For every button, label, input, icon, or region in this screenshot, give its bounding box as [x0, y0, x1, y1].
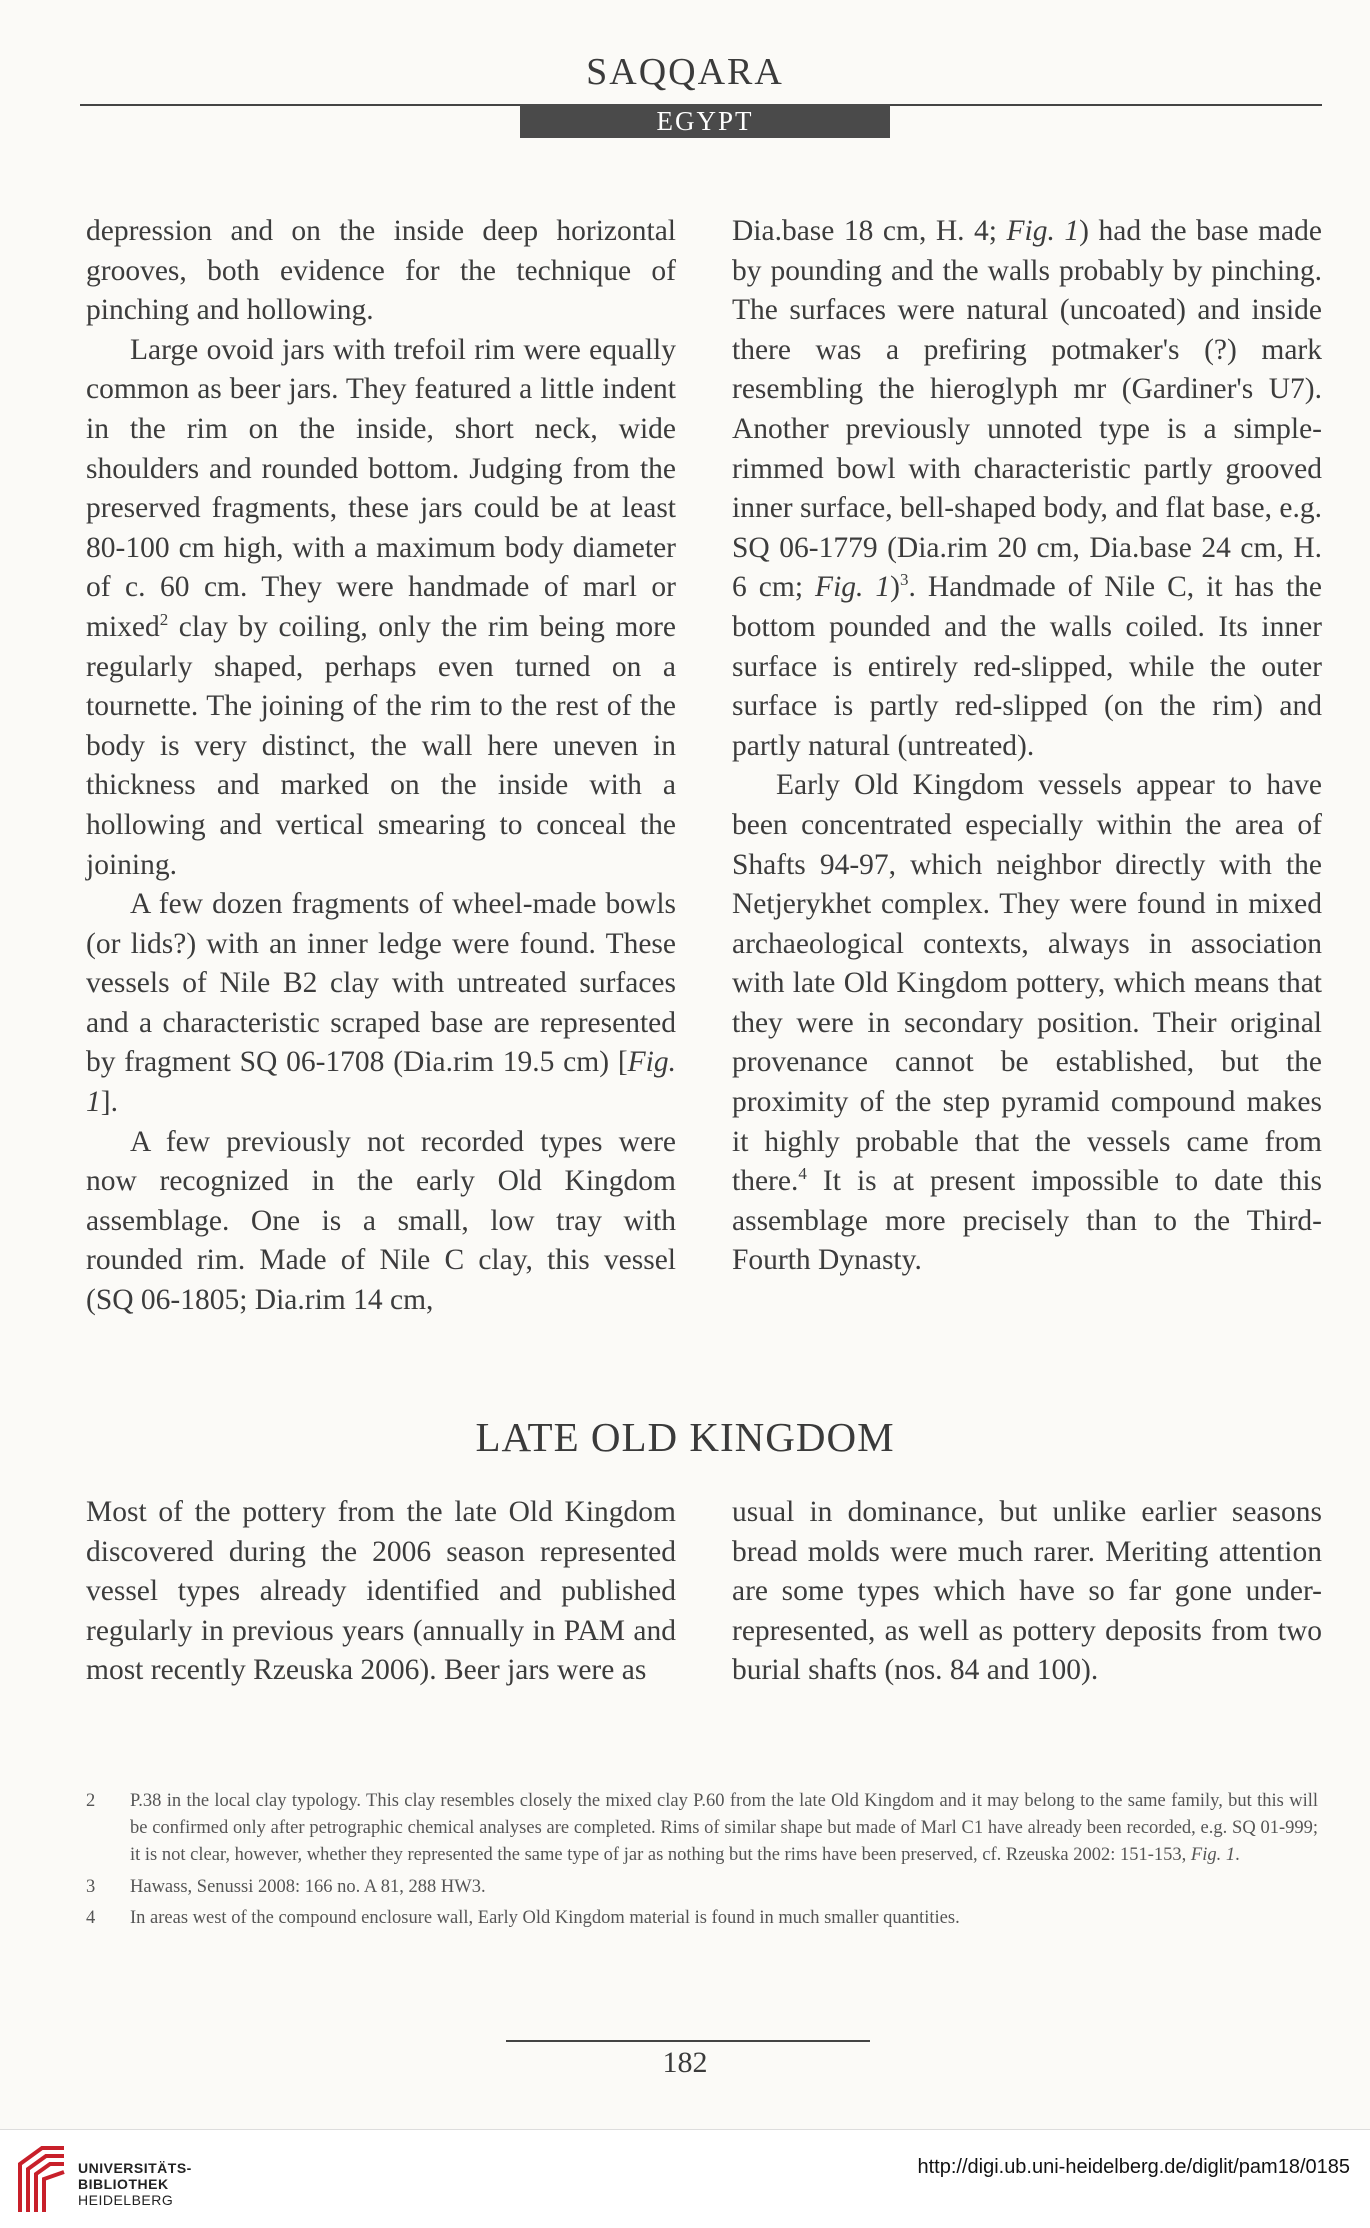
column-right-top: [732, 212, 1322, 1281]
paragraph-text: It is at present impossible to date this assemblage more precisely than to the Third-Fourth Dynasty.: [732, 1165, 1322, 1277]
column-left-top: [86, 212, 676, 1321]
footnote-ref[interactable]: 4: [798, 1164, 807, 1184]
paragraph: [86, 885, 676, 1123]
figure-ref[interactable]: Fig. 1: [1190, 1845, 1236, 1866]
paragraph-text: Dia.base 18 cm, H. 4;: [732, 215, 1007, 247]
paragraph-text: clay by coiling, only the rim being more regularly shaped, perhaps even turned on a tournette. The joining of the rim to the rest of the body is very distinct, the wall here uneven in thickness and marked on the inside with a hollowing and vertical smearing to conceal the joining.: [86, 610, 676, 881]
source-url-link[interactable]: http://digi.ub.uni-heidelberg.de/diglit/pam18/0185: [917, 2156, 1350, 2178]
figure-ref[interactable]: Fig. 1: [86, 1046, 676, 1119]
paragraph: [732, 766, 1322, 1281]
paragraph: [732, 212, 1322, 766]
footnote-ref[interactable]: 3: [900, 570, 909, 590]
column-right-bottom: [732, 1493, 1322, 1691]
paragraph-text: Early Old Kingdom vessels appear to have been concentrated especially within the area of Shafts 94-97, which neighbor directly with the Netjerykhet complex. They were found in mixed archaeological contexts, always in association with late Old Kingdom pottery, which means that they were in secondary position. Their original provenance cannot be established, but the proximity of the step pyramid compound makes it highly probable that the vessels came from there.: [732, 769, 1322, 1198]
footnote-number: 3: [86, 1876, 96, 1897]
section-title: LATE OLD KINGDOM: [475, 1414, 895, 1460]
footnote-text: [130, 1788, 1318, 1870]
library-name-line: UNIVERSITÄTS-: [78, 2160, 192, 2176]
figure-ref[interactable]: Fig. 1: [1006, 215, 1080, 247]
library-name: [78, 2160, 192, 2208]
paragraph: [86, 331, 676, 885]
footnote-number: 2: [86, 1791, 96, 1811]
paragraph: A few previously not recorded types were now recognized in the early Old Kingdom assemblage. One is a small, low tray with rounded rim. Made of Nile C clay, this vessel (SQ 06-1805; Dia.rim 14 cm,: [86, 1125, 676, 1317]
paragraph-text: . Handmade of Nile C, it has the bottom pounded and the walls coiled. Its inner surface is entirely red-slipped, while the outer surface is partly red-slipped (on the rim) and partly natural (untreated).: [732, 571, 1323, 762]
footnote: [86, 1874, 1318, 1901]
paragraph-text: ): [890, 571, 900, 604]
paragraph-text: Large ovoid jars with trefoil rim were equally common as beer jars. They featured a little indent in the rim on the inside, short neck, wide shoulders and rounded bottom. Judging from the preserved fragments, these jars could be at least 80-100 cm high, with a maximum body diameter of c. 60 cm. They were handmade of marl or mixed: [86, 333, 676, 643]
footnote-body: P.38 in the local clay typology. This clay resembles closely the mixed clay P.60 from the late Old Kingdom and it may belong to the same family, but this will be confirmed only after petrographic chemical analyses are completed. Rims of similar shape but made of Marl C1 have already been recorded, e.g. SQ 01-999; it is not clear, however, whether they represented the same type of jar as nothing but the rims have been preserved, cf. Rzeuska 2002: 151-153,: [130, 1791, 1318, 1866]
footnote: [86, 1788, 1318, 1870]
country-band: EGYPT: [520, 104, 890, 138]
library-logo-icon: [14, 2142, 72, 2216]
footnote-text: In areas west of the compound enclosure wall, Early Old Kingdom material is found in much smaller quantities.: [130, 1907, 960, 1928]
library-name-line: HEIDELBERG: [78, 2192, 174, 2208]
column-left-bottom: [86, 1493, 676, 1691]
paragraph: Most of the pottery from the late Old Kingdom discovered during the 2006 season represented vessel types already identified and published regularly in previous years (annually in PAM and most recently Rzeuska 2006). Beer jars were as: [86, 1496, 676, 1687]
paragraph-text: ].: [100, 1086, 118, 1119]
footnote: [86, 1905, 1318, 1932]
footnotes: [86, 1788, 1318, 1936]
paragraph: depression and on the inside deep horizontal grooves, both evidence for the technique of pinching and hollowing.: [86, 215, 676, 327]
paragraph-text: A few dozen fragments of wheel-made bowls (or lids?) with an inner ledge were found. These vessels of Nile B2 clay with untreated surfaces and a characteristic scraped base are represented by fragment SQ 06-1708 (Dia.rim 19.5 cm) [: [86, 888, 676, 1079]
footnote-number: 4: [86, 1907, 96, 1928]
library-name-line: BIBLIOTHEK: [78, 2176, 169, 2192]
footnote-text: Hawass, Senussi 2008: 166 no. A 81, 288 HW3.: [130, 1876, 486, 1897]
page-number-rule: [506, 2040, 870, 2042]
library-footer: [0, 2129, 1370, 2228]
footnote-end: .: [1235, 1845, 1240, 1866]
paragraph: usual in dominance, but unlike earlier seasons bread molds were much rarer. Meriting attention are some types which have so far gone under-represented, as well as pottery deposits from two burial shafts (nos. 84 and 100).: [732, 1496, 1322, 1687]
footnote-ref[interactable]: 2: [159, 610, 169, 630]
page-number: 182: [662, 2046, 708, 2079]
running-head-title: SAQQARA: [586, 51, 784, 93]
paragraph-text: ) had the base made by pounding and the walls probably by pinching. The surfaces were natural (uncoated) and inside there was a prefiring potmaker's (?) mark resembling the hieroglyph mr (Gardiner's U7). Another previously unnoted type is a simple-rimmed bowl with characteristic partly grooved inner surface, bell-shaped body, and flat base, e.g. SQ 06-1779 (Dia.rim 20 cm, Dia.base 24 cm, H. 6 cm;: [732, 215, 1322, 604]
figure-ref[interactable]: Fig. 1: [815, 571, 891, 604]
